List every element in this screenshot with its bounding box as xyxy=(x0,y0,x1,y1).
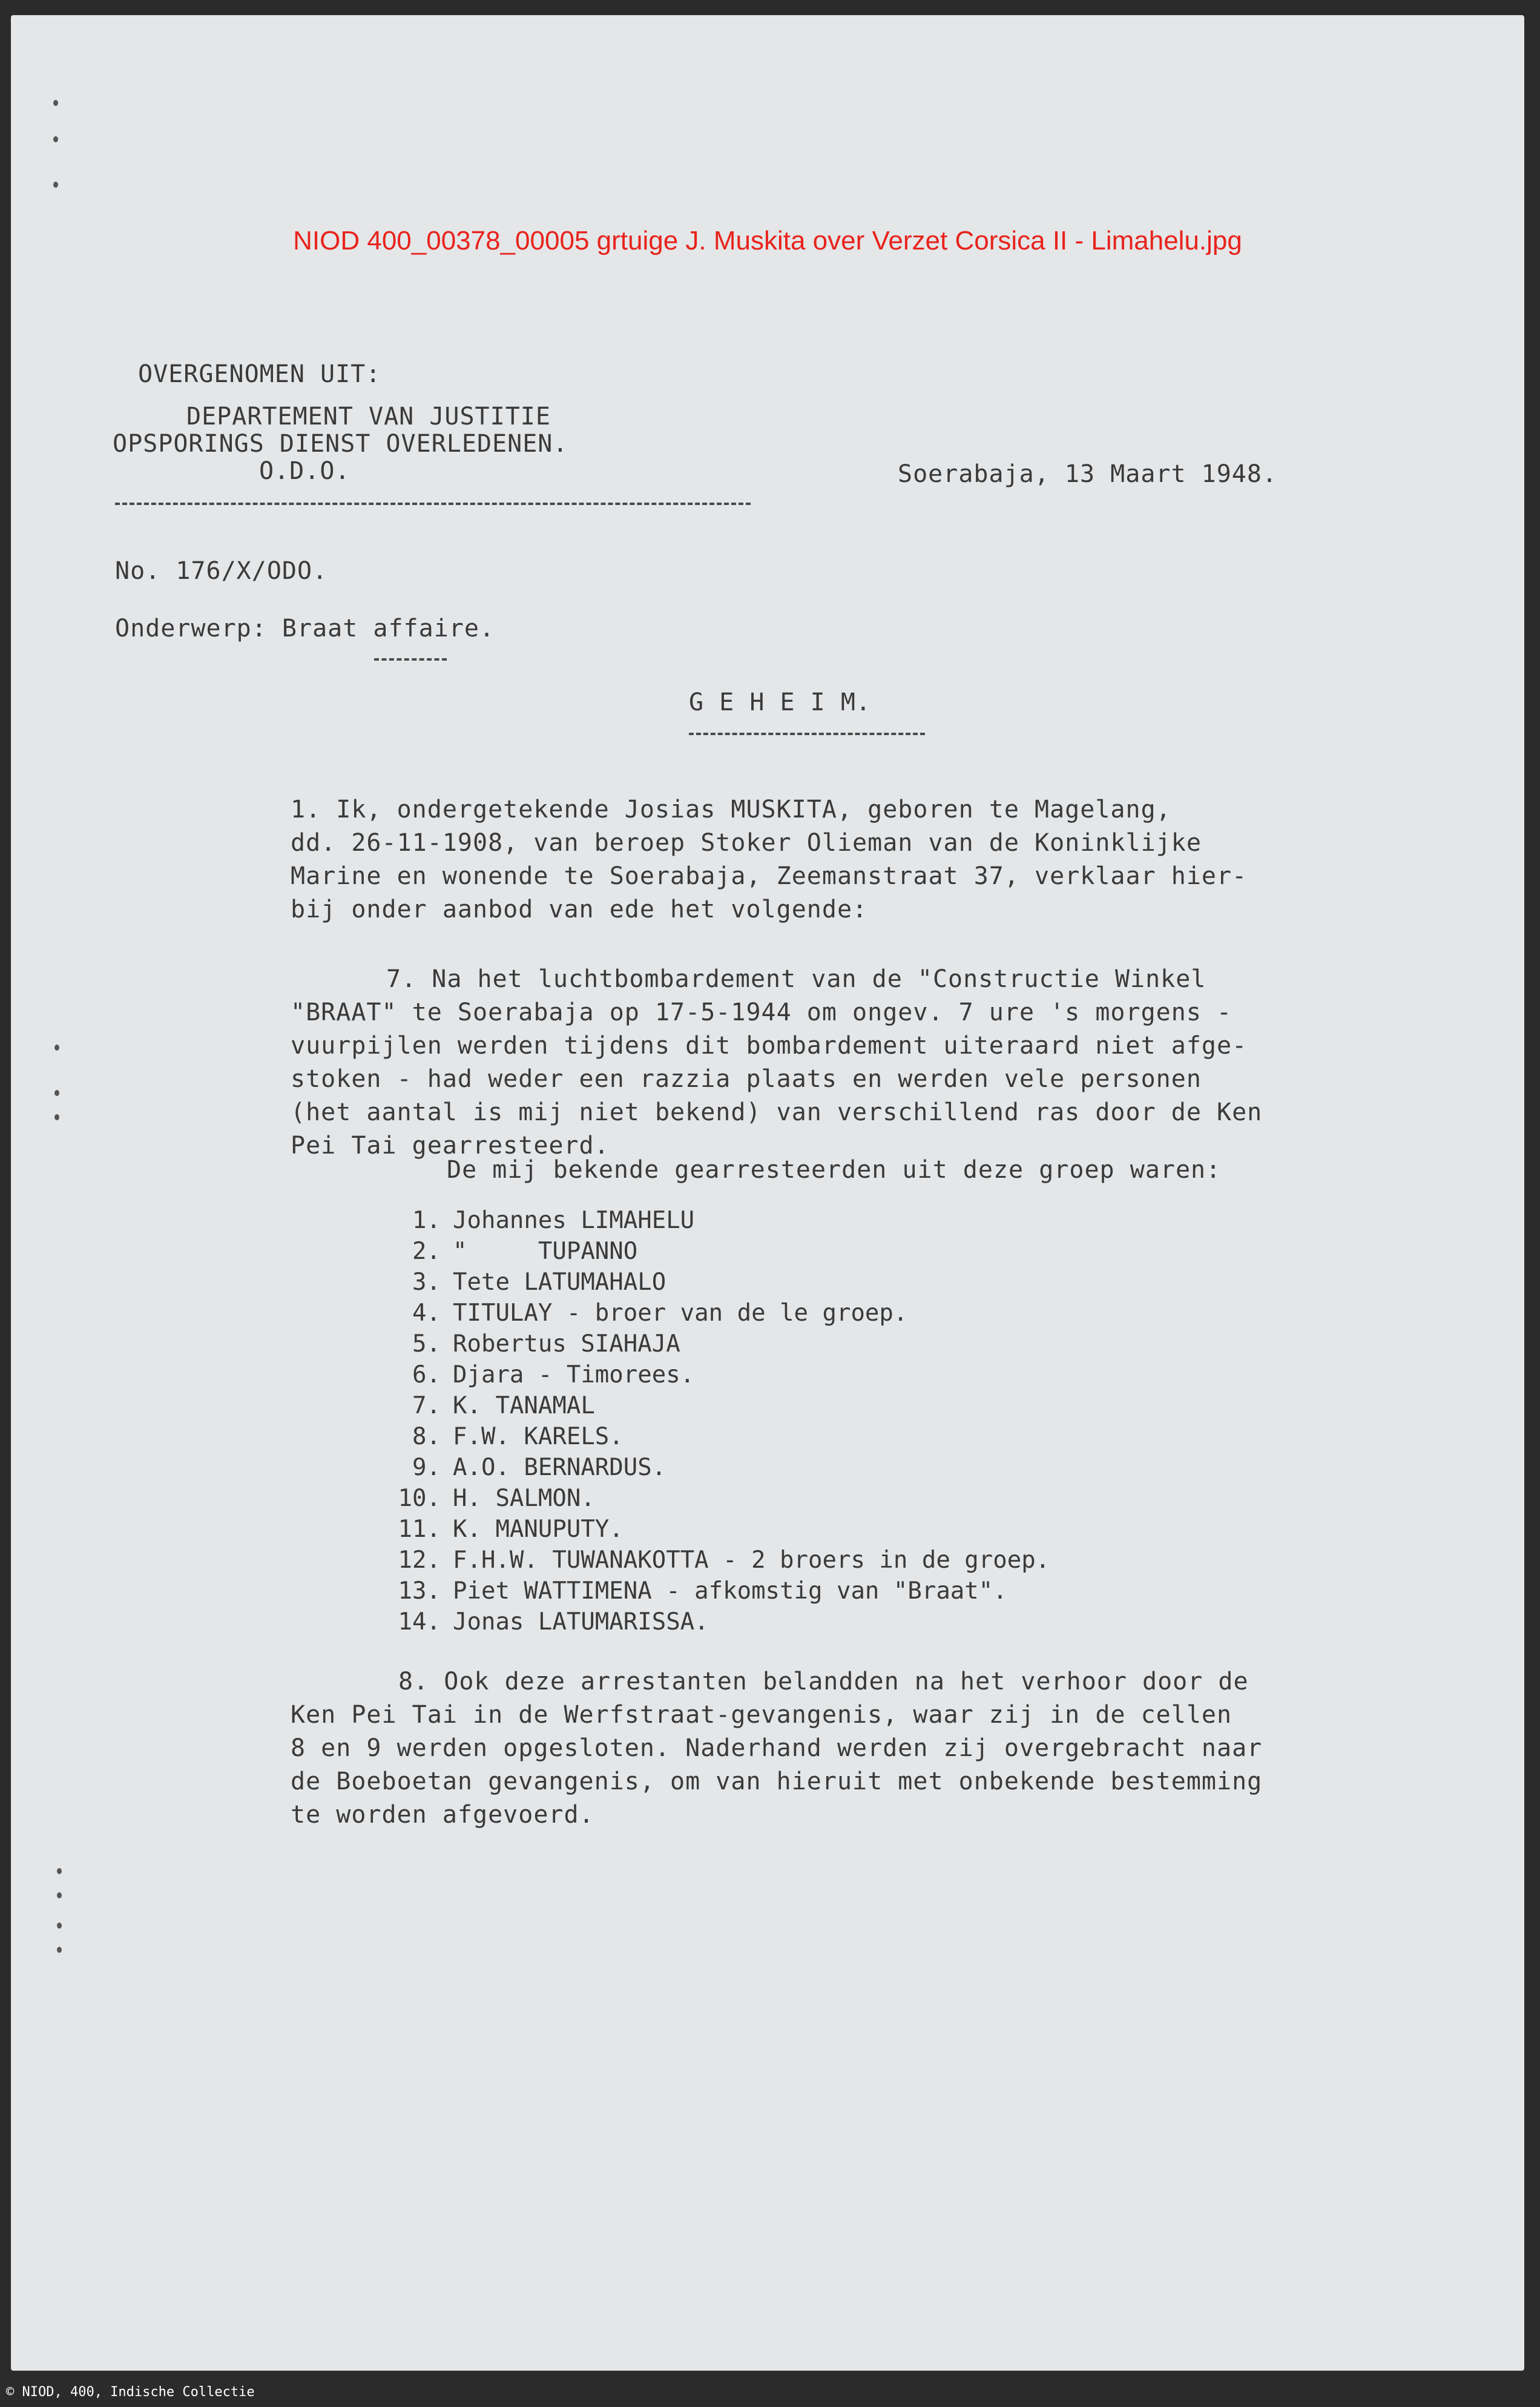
list-item xyxy=(374,1421,1050,1452)
paragraph-8-line: te worden afgevoerd. xyxy=(291,1801,594,1829)
list-item xyxy=(374,1514,1050,1545)
document-page xyxy=(11,15,1524,2371)
paragraph-7-line: (het aantal is mij niet bekend) van verschillend ras door de Ken xyxy=(291,1098,1263,1126)
paragraph-8-line: de Boeboetan gevangenis, om van hieruit met onbekende bestemming xyxy=(291,1768,1263,1795)
list-item-number: 2. xyxy=(412,1238,441,1265)
list-item-name: Tete LATUMAHALO xyxy=(453,1269,666,1296)
paragraph-7-line: "BRAAT" te Soerabaja op 17-5-1944 om ongev. 7 ure 's morgens - xyxy=(291,999,1232,1026)
arrested-list xyxy=(374,1205,1050,1637)
header-divider xyxy=(115,503,751,505)
classification-underline xyxy=(689,733,925,735)
paragraph-7-line: vuurpijlen werden tijdens dit bombardement uiteraard niet afge- xyxy=(291,1032,1248,1060)
list-item xyxy=(374,1236,1050,1267)
list-item xyxy=(374,1606,1050,1637)
list-item-name: Johannes LIMAHELU xyxy=(453,1207,695,1234)
list-item xyxy=(374,1359,1050,1390)
list-item xyxy=(374,1205,1050,1236)
list-item-name: H. SALMON. xyxy=(453,1485,595,1512)
list-item-number: 6. xyxy=(412,1361,441,1388)
list-item xyxy=(374,1452,1050,1483)
header-line-1: OVERGENOMEN UIT: xyxy=(138,360,381,388)
list-item-name: F.W. KARELS. xyxy=(453,1423,624,1450)
punch-mark xyxy=(57,1947,62,1953)
list-item-name: K. MANUPUTY. xyxy=(453,1516,624,1543)
punch-mark xyxy=(54,1114,59,1120)
paragraph-8-line: Ken Pei Tai in de Werfstraat-gevangenis, waar zij in de cellen xyxy=(291,1701,1232,1729)
list-item xyxy=(374,1329,1050,1359)
list-item-number: 1. xyxy=(412,1207,441,1234)
subject-line: Onderwerp: Braat affaire. xyxy=(115,615,495,642)
paragraph-1-line: dd. 26-11-1908, van beroep Stoker Olieman van de Koninklijke xyxy=(291,829,1202,857)
list-item xyxy=(374,1267,1050,1298)
list-item-number: 13. xyxy=(398,1577,441,1605)
paragraph-8-line: 8. Ook deze arrestanten belandden na het verhoor door de xyxy=(398,1668,1249,1695)
list-item xyxy=(374,1483,1050,1514)
list-item-number: 8. xyxy=(412,1423,441,1450)
paragraph-1-line: bij onder aanbod van ede het volgende: xyxy=(291,896,868,923)
subject-underline xyxy=(374,658,447,661)
list-item-name: Robertus SIAHAJA xyxy=(453,1330,680,1358)
list-item-number: 14. xyxy=(398,1608,441,1636)
list-item-number: 4. xyxy=(412,1299,441,1327)
punch-mark xyxy=(53,182,58,188)
paragraph-7-line: 7. Na het luchtbombardement van de "Constructie Winkel xyxy=(386,965,1206,993)
list-item-name: Piet WATTIMENA - afkomstig van "Braat". xyxy=(453,1577,1007,1605)
list-item-name: A.O. BERNARDUS. xyxy=(453,1454,666,1481)
list-item xyxy=(374,1390,1050,1421)
list-item-name: Djara - Timorees. xyxy=(453,1361,695,1388)
list-item xyxy=(374,1298,1050,1329)
paragraph-7-line: stoken - had weder een razzia plaats en werden vele personen xyxy=(291,1065,1202,1093)
punch-mark xyxy=(53,100,58,106)
punch-mark xyxy=(57,1892,62,1898)
paragraph-7-line: Pei Tai gearresteerd. xyxy=(291,1132,610,1160)
reference-number: No. 176/X/ODO. xyxy=(115,557,328,585)
list-item-name: Jonas LATUMARISSA. xyxy=(453,1608,709,1636)
header-line-4: O.D.O. xyxy=(259,457,350,485)
punch-mark xyxy=(54,1090,59,1096)
paragraph-7-line: De mij bekende gearresteerden uit deze groep waren: xyxy=(447,1156,1222,1184)
list-item-number: 11. xyxy=(398,1516,441,1543)
copyright-footer: © NIOD, 400, Indische Collectie xyxy=(6,2385,255,2400)
list-item-name: " TUPANNO xyxy=(453,1238,638,1265)
place-date: Soerabaja, 13 Maart 1948. xyxy=(898,460,1278,488)
list-item-name: K. TANAMAL xyxy=(453,1392,595,1419)
list-item-number: 9. xyxy=(412,1454,441,1481)
list-item-number: 12. xyxy=(398,1547,441,1574)
list-item xyxy=(374,1545,1050,1576)
list-item-number: 5. xyxy=(412,1330,441,1358)
classification-heading: G E H E I M. xyxy=(689,688,871,716)
list-item-number: 10. xyxy=(398,1485,441,1512)
punch-mark xyxy=(54,1045,59,1051)
punch-mark xyxy=(53,136,58,142)
header-line-2: DEPARTEMENT VAN JUSTITIE xyxy=(186,403,551,431)
list-item-name: F.H.W. TUWANAKOTTA - 2 broers in de groep. xyxy=(453,1547,1050,1574)
paragraph-1-line: Marine en wonende te Soerabaja, Zeemanstraat 37, verklaar hier- xyxy=(291,862,1248,890)
header-line-3: OPSPORINGS DIENST OVERLEDENEN. xyxy=(113,430,568,458)
list-item xyxy=(374,1576,1050,1606)
paragraph-1-line: 1. Ik, ondergetekende Josias MUSKITA, geboren te Magelang, xyxy=(291,796,1171,824)
punch-mark xyxy=(57,1868,62,1874)
list-item-number: 7. xyxy=(412,1392,441,1419)
list-item-name: TITULAY - broer van de le groep. xyxy=(453,1299,908,1327)
list-item-number: 3. xyxy=(412,1269,441,1296)
paragraph-8-line: 8 en 9 werden opgesloten. Naderhand werden zij overgebracht naar xyxy=(291,1734,1263,1762)
image-caption: NIOD 400_00378_00005 grtuige J. Muskita over Verzet Corsica II - Limahelu.jpg xyxy=(293,226,1242,256)
punch-mark xyxy=(57,1923,62,1929)
